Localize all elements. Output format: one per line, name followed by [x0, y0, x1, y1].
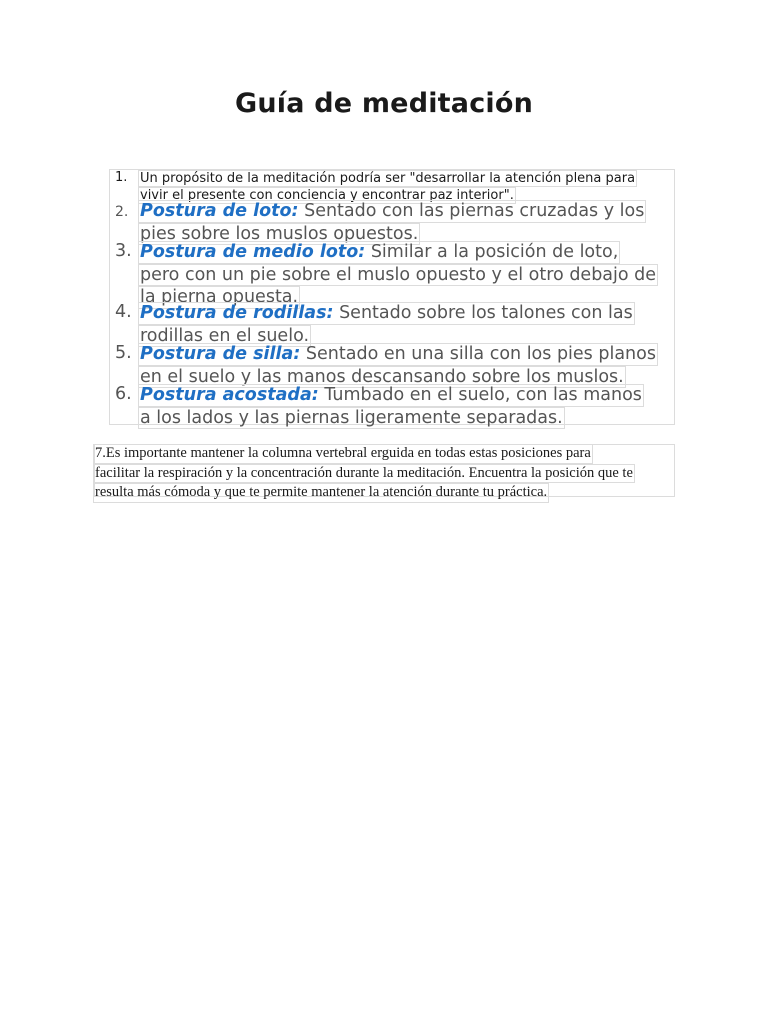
list-item-line: rodillas en el suelo.: [140, 325, 310, 346]
list-item-line: [138, 302, 635, 325]
list-item-text: [139, 384, 679, 429]
list-item-number: 2.: [115, 204, 129, 220]
list-item-text: [139, 170, 669, 204]
list-item-line: [138, 343, 658, 366]
paragraph-line: facilitar la respiración y la concentración durante la meditación. Encuentra la posición que te: [93, 464, 635, 484]
list-item-line: [138, 241, 620, 264]
list-item-number: 6.: [115, 384, 132, 404]
list-item-line: pero con un pie sobre el muslo opuesto y el otro debajo de: [140, 264, 657, 285]
list-item-text: [139, 302, 679, 347]
list-item-text: [139, 200, 679, 245]
list-item-line: [138, 384, 644, 407]
paragraph-line: resulta más cómoda y que te permite mantener la atención durante tu práctica.: [93, 483, 549, 503]
list-item-line-text: Sentado en una silla con los pies planos: [300, 344, 656, 364]
closing-paragraph: [94, 444, 675, 503]
list-item-line: en el suelo y las manos descansando sobre los muslos.: [140, 366, 624, 387]
list-item-line: a los lados y las piernas ligeramente separadas.: [140, 407, 563, 428]
list-item-text: [139, 343, 679, 388]
paragraph-line: 7.Es importante mantener la columna vertebral erguida en todas estas posiciones para: [93, 444, 593, 464]
list-item-text: [139, 241, 679, 309]
posture-label: Postura de medio loto:: [140, 242, 366, 262]
page-title: Guía de meditación: [234, 88, 534, 119]
list-item-number: 1.: [115, 170, 128, 185]
list-item-number: 5.: [115, 343, 132, 363]
list-item-line-text: Sentado con las piernas cruzadas y los: [298, 201, 645, 221]
list-item-line: la pierna opuesta.: [140, 287, 299, 307]
posture-label: Postura de rodillas:: [140, 303, 334, 323]
list-item-line-text: Tumbado en el suelo, con las manos: [318, 385, 642, 405]
list-item-line-text: Similar a la posición de loto,: [365, 242, 619, 262]
posture-label: Postura de loto:: [140, 201, 299, 221]
list-item-number: 3.: [115, 241, 132, 261]
posture-label: Postura acostada:: [140, 385, 319, 405]
list-item-line: [138, 200, 646, 223]
list-item-line: pies sobre los muslos opuestos.: [140, 223, 419, 244]
list-item-line-text: Sentado sobre los talones con las: [333, 303, 633, 323]
posture-label: Postura de silla:: [140, 344, 301, 364]
list-item-line: vivir el presente con conciencia y encontrar paz interior".: [140, 188, 514, 203]
list-item-number: 4.: [115, 302, 132, 322]
list-item-line: Un propósito de la meditación podría ser "desarrollar la atención plena para: [140, 171, 636, 186]
